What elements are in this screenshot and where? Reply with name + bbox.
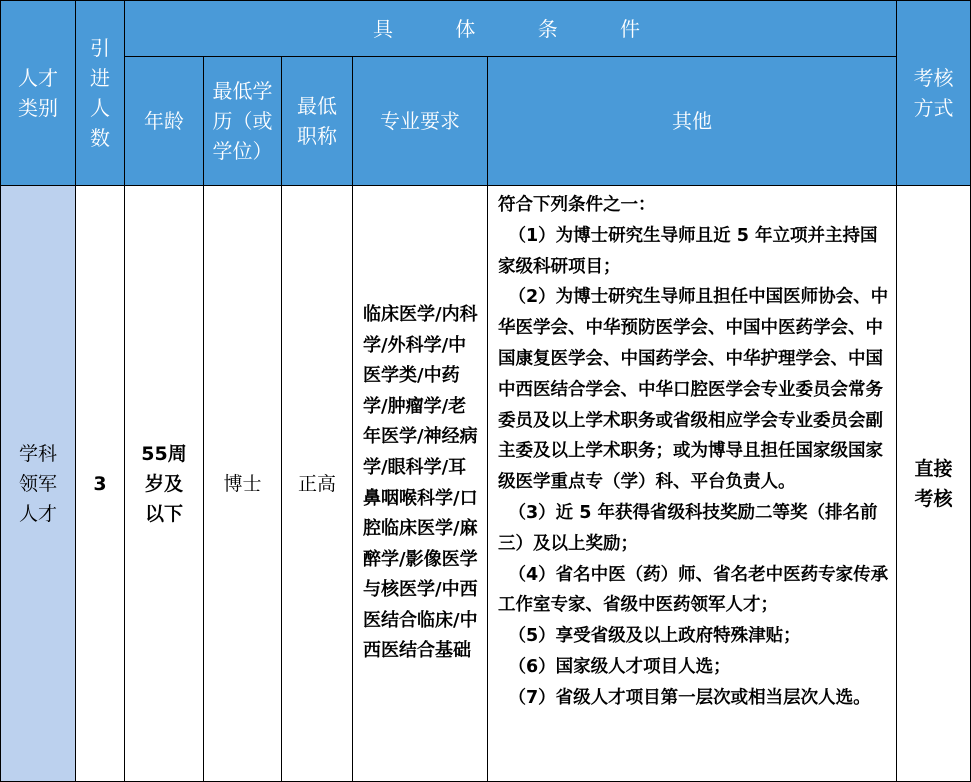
header-major: 专业要求 [353, 57, 488, 186]
row-major: 临床医学/内科学/外科学/中医学类/中药学/肿瘤学/老年医学/神经病学/眼科学/耳鼻咽喉科学/口腔临床医学/麻醉学/影像医学与核医学/中西医结合临床/中西医结合基础 [353, 186, 488, 782]
header-assessment: 考核方式 [897, 1, 971, 186]
row-other [488, 186, 897, 782]
header-education: 最低学历（或学位） [204, 57, 282, 186]
other-item-4: （4）省名中医（药）师、省名老中医药专家传承工作室专家、省级中医药领军人才； [498, 564, 889, 616]
header-age: 年龄 [125, 57, 204, 186]
row-title: 正高 [282, 186, 353, 782]
header-conditions-group: 具 体 条 件 [125, 1, 897, 57]
header-other: 其他 [488, 57, 897, 186]
row-count: 3 [76, 186, 125, 782]
row-assessment: 直接考核 [897, 186, 971, 782]
header-title: 最低职称 [282, 57, 353, 186]
row-education: 博士 [204, 186, 282, 782]
other-item-6: （6）国家级人才项目人选； [508, 656, 731, 677]
header-category: 人才类别 [1, 1, 76, 186]
header-count: 引进人数 [76, 1, 125, 186]
other-item-3: （3）近 5 年获得省级科技奖励二等奖（排名前三）及以上奖励； [498, 502, 878, 554]
row-category: 学科领军人才 [1, 186, 76, 782]
other-item-7: （7）省级人才项目第一层次或相当层次人选。 [508, 687, 871, 708]
row-age: 55周岁及以下 [125, 186, 204, 782]
other-item-1: （1）为博士研究生导师且近 5 年立项并主持国家级科研项目； [498, 225, 878, 277]
other-item-2: （2）为博士研究生导师且担任中国医师协会、中华医学会、中华预防医学会、中国中医药学会、中国康复医学会、中国药学会、中华护理学会、中国中西医结合学会、中华口腔医学会专业委员会常务委员及以上学术职务或省级相应学会专业委员会副主委及以上学术职务；或为博导且担任国家级国家级医学重点专（学）科、平台负责人。 [498, 287, 889, 493]
other-intro: 符合下列条件之一： [498, 195, 656, 215]
table-row [1, 186, 971, 782]
other-item-5: （5）享受省级及以上政府特殊津贴； [508, 626, 801, 647]
